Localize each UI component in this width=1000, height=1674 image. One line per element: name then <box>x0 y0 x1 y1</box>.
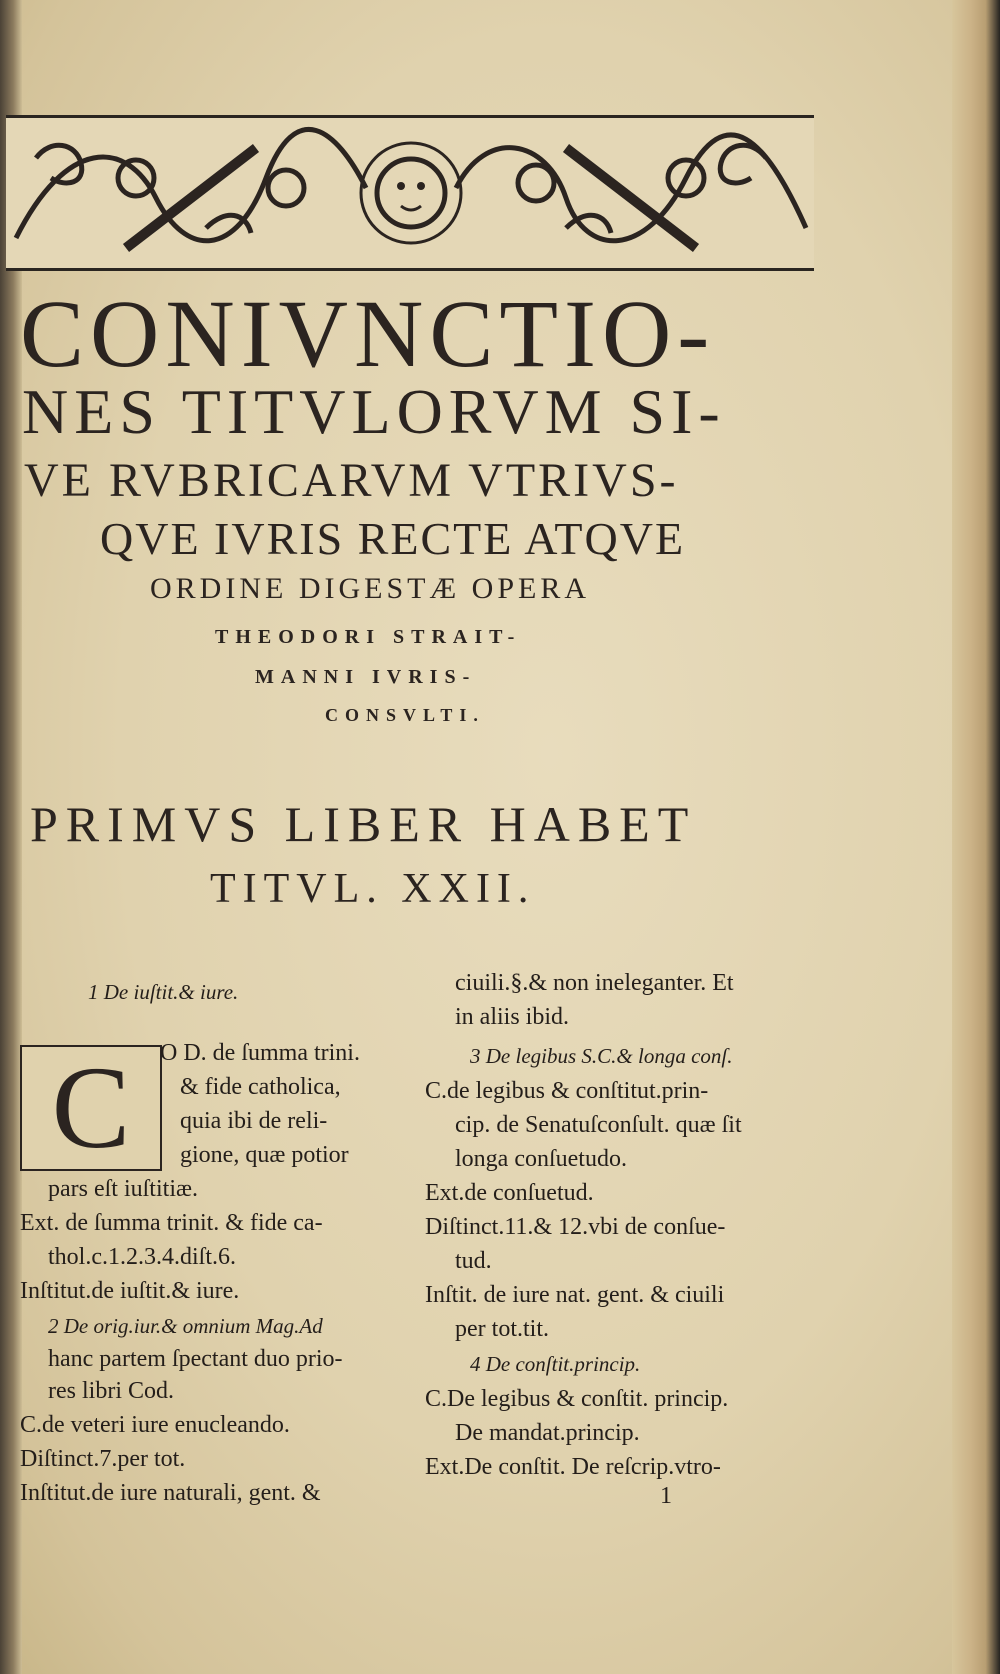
left-line-13: C.de veteri iure enucleando. <box>20 1412 290 1438</box>
right-line-8: Diſtinct.11.& 12.vbi de conſue- <box>425 1214 726 1240</box>
left-line-12: res libri Cod. <box>48 1378 174 1404</box>
right-line-15: Ext.De conſtit. De reſcrip.vtro- <box>425 1454 721 1480</box>
right-line-1: ciuili.§.& non ineleganter. Et <box>455 970 734 996</box>
book-heading: PRIMVS LIBER HABET <box>30 796 697 852</box>
left-line-3: & fide catholica, <box>180 1074 341 1100</box>
left-line-10: 2 De orig.iur.& omnium Mag.Ad <box>48 1314 323 1338</box>
decorated-initial <box>20 1042 162 1173</box>
title-line-7: MANNI IVRIS- <box>255 666 477 688</box>
title-line-1: CONIVNCTIO- <box>20 280 716 387</box>
right-line-7: Ext.de conſuetud. <box>425 1180 594 1206</box>
right-line-4: C.de legibus & conſtitut.prin- <box>425 1078 709 1104</box>
right-line-10: Inſtit. de iure nat. gent. & ciuili <box>425 1282 725 1308</box>
title-line-5: ORDINE DIGESTÆ OPERA <box>150 572 590 605</box>
headpiece-ornament-icon <box>6 118 814 268</box>
left-line-5: gione, quæ potior <box>180 1142 349 1168</box>
left-line-9: Inſtitut.de iuſtit.& iure. <box>20 1278 240 1304</box>
right-line-11: per tot.tit. <box>455 1316 549 1342</box>
title-line-8: CONSVLTI. <box>325 705 485 725</box>
title-line-2: NES TITVLORVM SI- <box>22 376 726 447</box>
title-line-4: QVE IVRIS RECTE ATQVE <box>100 513 686 564</box>
right-line-3: 3 De legibus S.C.& longa conſ. <box>470 1044 733 1068</box>
signature-mark: 1 <box>660 1483 672 1509</box>
left-line-7: Ext. de ſumma trinit. & fide ca- <box>20 1210 323 1236</box>
left-line-6: pars eſt iuſtitiæ. <box>48 1176 198 1202</box>
left-line-14: Diſtinct.7.per tot. <box>20 1446 186 1472</box>
right-line-14: De mandat.princip. <box>455 1420 640 1446</box>
right-line-12: 4 De conſtit.princip. <box>470 1352 641 1376</box>
left-line-8: thol.c.1.2.3.4.diſt.6. <box>48 1244 236 1270</box>
right-line-6: longa conſuetudo. <box>455 1146 627 1172</box>
title-line-3: VE RVBRICARVM VTRIVS- <box>24 454 679 507</box>
right-line-13: C.De legibus & conſtit. princip. <box>425 1386 729 1412</box>
left-line-11: hanc partem ſpectant duo prio- <box>48 1346 343 1372</box>
left-line-15: Inſtitut.de iure naturali, gent. & <box>20 1480 321 1506</box>
left-line-1: 1 De iuſtit.& iure. <box>88 980 239 1004</box>
left-line-2: O D. de ſumma trini. <box>160 1040 360 1066</box>
right-line-5: cip. de Senatuſconſult. quæ ſit <box>455 1112 742 1138</box>
book-heading-titles: TITVL. XXII. <box>210 866 536 912</box>
title-line-6: THEODORI STRAIT- <box>215 626 522 648</box>
right-line-9: tud. <box>455 1248 492 1274</box>
left-line-4: quia ibi de reli- <box>180 1108 328 1134</box>
right-line-2: in aliis ibid. <box>455 1004 569 1030</box>
ornamental-headpiece <box>6 115 814 271</box>
initial-letter: C <box>51 1042 131 1173</box>
